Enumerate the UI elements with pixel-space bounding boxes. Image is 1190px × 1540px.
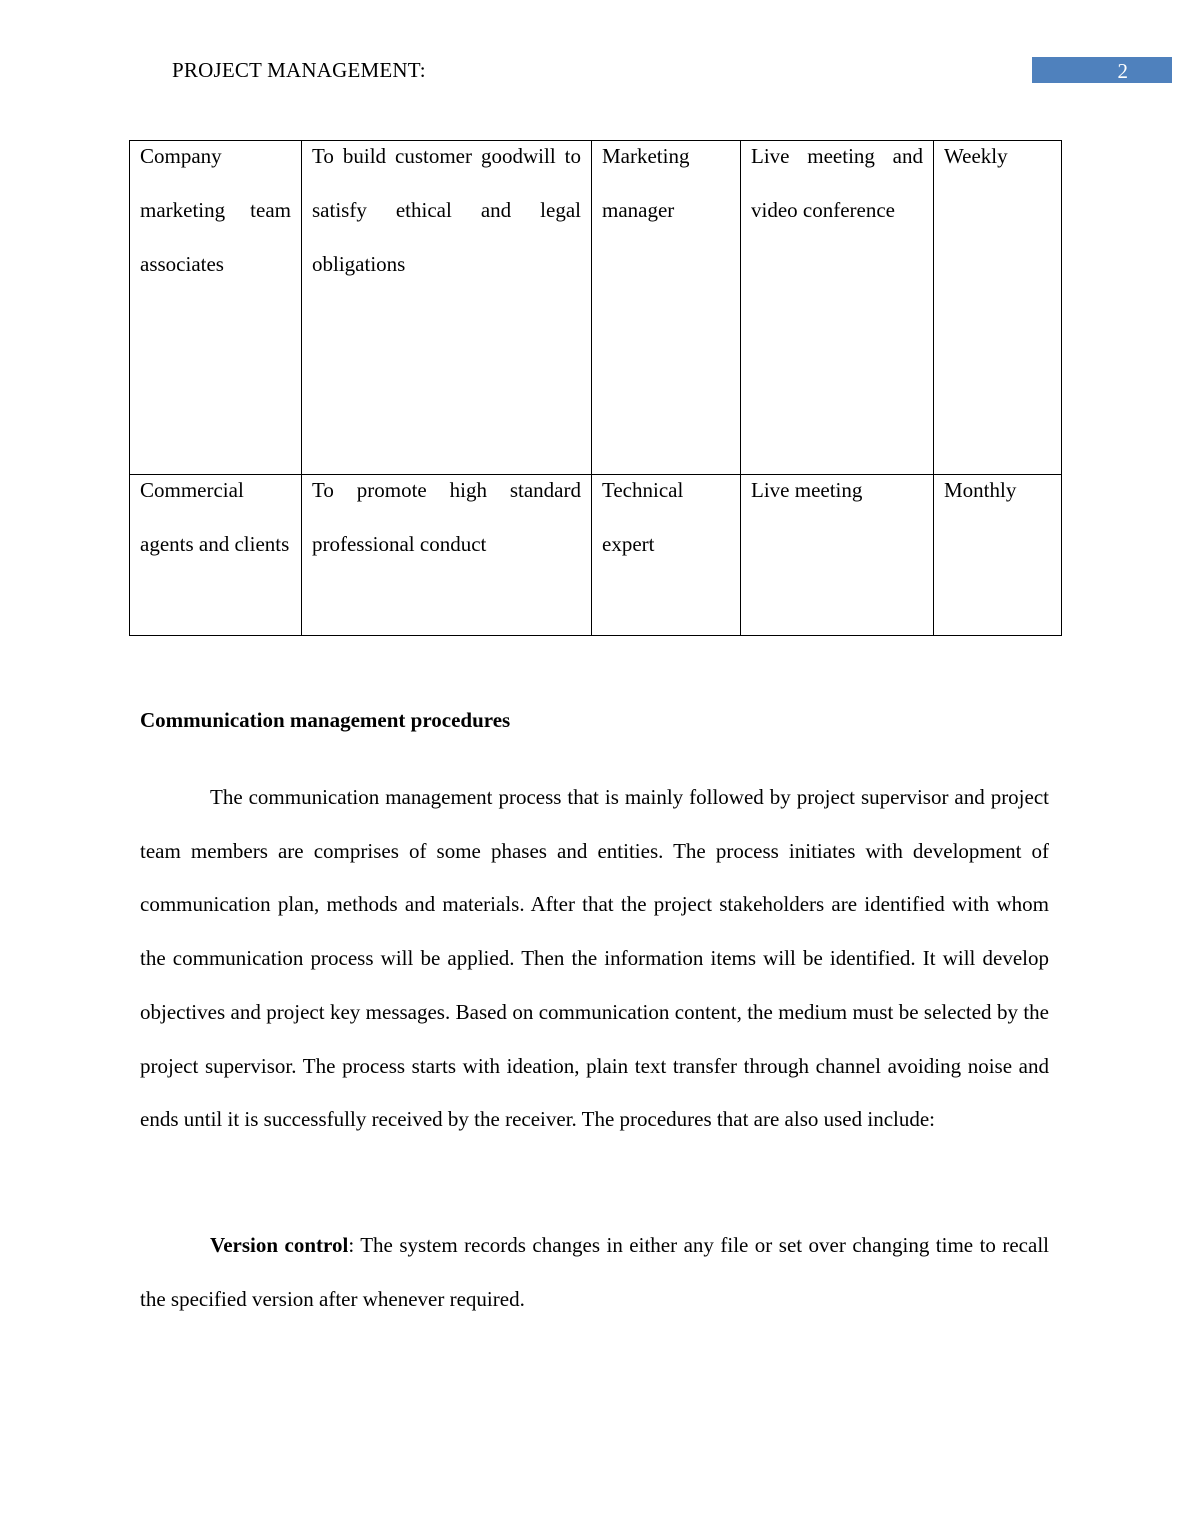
page-number: 2: [1117, 59, 1128, 83]
table-cell-stakeholder: [130, 141, 302, 475]
table-row: [130, 141, 1062, 475]
page-number-box: [1032, 57, 1172, 83]
cell-text: Monthly: [944, 478, 1017, 502]
cell-text: Company marketing team associates: [140, 144, 291, 276]
version-control-term: Version control: [210, 1233, 349, 1257]
table-cell-objective: [302, 475, 592, 636]
communication-table: [129, 140, 1062, 636]
running-head: PROJECT MANAGEMENT:: [172, 58, 426, 82]
cell-text: Live meeting: [751, 478, 863, 502]
cell-text: Technical expert: [602, 478, 684, 556]
table-cell-frequency: [934, 475, 1062, 636]
version-control-paragraph: [140, 1219, 1049, 1326]
table-cell-frequency: [934, 141, 1062, 475]
cell-text: Weekly: [944, 144, 1008, 168]
table-cell-stakeholder: [130, 475, 302, 636]
table-cell-method: [741, 475, 934, 636]
cell-text: Commercial agents and clients: [140, 478, 290, 556]
cell-text: To build customer goodwill to satisfy ethical and legal obligations: [312, 144, 581, 276]
section-heading: Communication management procedures: [140, 708, 511, 732]
cell-text: Marketing manager: [602, 144, 690, 222]
cell-text: Live meeting and video conference: [751, 144, 923, 222]
body-paragraph: The communication management process that is mainly followed by project supervisor and project team members are comprises of some phases and entities. The process initiates with development of communication plan, methods and materials. After that the project stakeholders are identified with whom the communication process will be applied. Then the information items will be identified. It will develop objectives and project key messages. Based on communication content, the medium must be selected by the project supervisor. The process starts with ideation, plain text transfer through channel avoiding noise and ends until it is successfully received by the receiver. The procedures that are also used include:: [140, 785, 1049, 1132]
table-cell-method: [741, 141, 934, 475]
cell-text: To promote high standard professional conduct: [312, 478, 581, 556]
table-cell-responsible: [592, 475, 741, 636]
table-cell-responsible: [592, 141, 741, 475]
table-row: [130, 475, 1062, 636]
table-cell-objective: [302, 141, 592, 475]
version-control-text: : The system records changes in either any file or set over changing time to recall the specified version after whenever required.: [140, 1233, 1049, 1311]
